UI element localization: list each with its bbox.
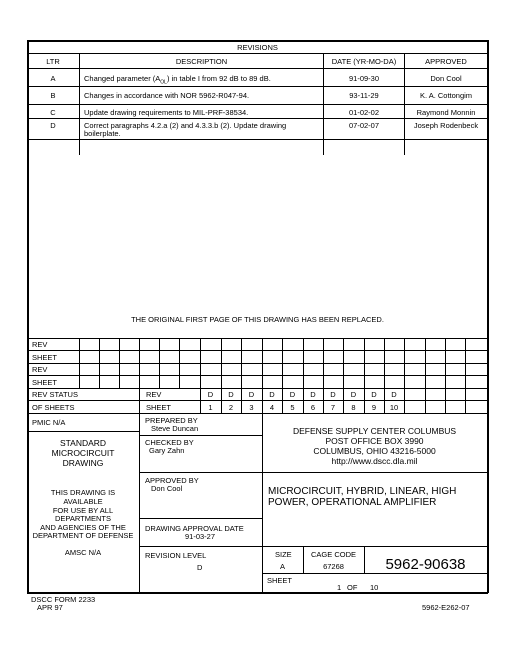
col-header-approved: APPROVED [425,57,467,66]
prepared-by-name: Steve Duncan [151,424,199,433]
drawing-number: 5962-90638 [385,556,466,573]
revision-level: D [197,563,203,572]
rev-ltr: B [50,91,56,100]
cage-code: 67268 [323,562,344,571]
rev-value-6: D [310,390,316,399]
replaced-notice: THE ORIGINAL FIRST PAGE OF THIS DRAWING HAS BEEN REPLACED. [131,315,384,324]
rev-status-label: REV STATUS [32,390,78,399]
rev-approved: Raymond Monnin [416,108,476,117]
col-header-description: DESCRIPTION [175,57,228,66]
rev-ltr: D [50,121,56,130]
rev-value-8: D [350,390,357,399]
rev-description-line2: boilerplate. [84,129,121,138]
rev-ltr: C [50,108,56,117]
approved-by-name: Don Cool [151,484,183,493]
revisions-title: REVISIONS [237,43,278,52]
pmic-label: PMIC N/A [32,418,66,427]
approval-date-label: DRAWING APPROVAL DATE [145,524,244,533]
rev-approved: K. A. Cottongim [419,91,473,100]
sheet-number-8: 8 [351,403,356,412]
rev-description: Changed parameter $(A_{OL})$ in table I from 92 dB to 89 dB. [84,74,271,86]
sheet-number-9: 9 [371,403,377,412]
availability-line-6: DEPARTMENT OF DEFENSE [32,531,134,540]
col-header-date: DATE (YR-MO-DA) [331,57,397,66]
size-label: SIZE [275,550,292,559]
col-header-ltr: LTR [46,57,60,66]
cage-code-label: CAGE CODE [311,550,357,559]
agency-line-1: DEFENSE SUPPLY CENTER COLUMBUS [292,426,457,436]
rev-value-5: D [289,390,296,399]
sheet-number-10: 10 [389,403,399,412]
sheet-number-6: 6 [310,403,316,412]
approved-by-label: APPROVED BY [145,476,199,485]
rev-value-10: D [391,390,397,399]
checked-by-name: Gary Zahn [149,446,185,455]
rev-value-4: D [269,390,275,399]
size-value: A [279,562,285,571]
availability-line-4: DEPARTMENTS [55,514,111,523]
rev-label: REV [32,365,48,374]
rev-value-9: D [371,390,377,399]
rev-date: 01-02-02 [348,108,380,117]
approval-date: 91-03-27 [185,532,216,541]
amsc-label: AMSC N/A [64,548,102,557]
revision-level-label: REVISION LEVEL [145,551,207,560]
availability-line-3: FOR USE BY ALL [52,506,114,515]
sheet-number-7: 7 [330,403,336,412]
rev-description: Changes in accordance with NOR 5962-R047-94. [84,91,250,100]
rev-value-7: D [330,390,336,399]
sheet-number-3: 3 [249,403,254,412]
drawing-title-line-1: MICROCIRCUIT, HYBRID, LINEAR, HIGH [268,486,457,497]
availability-line-2: AVAILABLE [63,497,103,506]
checked-by-label: CHECKED BY [145,438,194,447]
form-code: 5962-E262-07 [422,603,470,612]
rev-approved: Joseph Rodenbeck [413,121,479,130]
rev-date: 07-02-07 [348,121,380,130]
sheet-of-label: OF [347,583,358,592]
sheet-short-label: SHEET [146,403,172,412]
form-date: APR 97 [37,603,63,612]
sheet-total: 10 [370,583,379,592]
standard-line-3: DRAWING [62,458,104,468]
sheet-footer-label: SHEET [267,576,293,585]
sheet-number-2: 2 [228,403,234,412]
agency-line-2: POST OFFICE BOX 3990 [325,436,424,446]
availability-line-1: THIS DRAWING IS [50,488,116,497]
sheet-number-1: 1 [208,403,213,412]
prepared-by-label: PREPARED BY [145,416,198,425]
standard-line-1: STANDARD [59,438,107,448]
rev-ltr: A [50,74,56,83]
rev-date: 93-11-29 [349,91,379,100]
agency-line-3: COLUMBUS, OHIO 43216-5000 [313,446,436,456]
rev-date: 91-09-30 [348,74,380,83]
rev-approved: Don Cool [430,74,462,83]
form-number: DSCC FORM 2233 [31,595,96,604]
sheet-no: 1 [337,583,342,592]
rev-value-3: D [248,390,255,399]
availability-line-5: AND AGENCIES OF THE [40,523,126,532]
rev-short-label: REV [146,390,162,399]
sheet-number-5: 5 [290,403,295,412]
drawing-title-line-2: POWER, OPERATIONAL AMPLIFIER [268,497,437,508]
sheet-label: SHEET [32,378,58,387]
rev-label: REV [32,340,48,349]
rev-value-1: D [207,390,214,399]
sheet-number-4: 4 [269,403,275,412]
standard-line-2: MICROCIRCUIT [51,448,115,458]
rev-description-line1: Correct paragraphs 4.2.a (2) and 4.3.3.b (2). Update drawing [84,121,287,130]
rev-description: Update drawing requirements to MIL-PRF-38534. [84,108,249,117]
agency-url: http://www.dscc.dla.mil [331,456,418,466]
rev-value-2: D [228,390,234,399]
sheet-label: SHEET [32,353,58,362]
of-sheets-label: OF SHEETS [32,403,75,412]
